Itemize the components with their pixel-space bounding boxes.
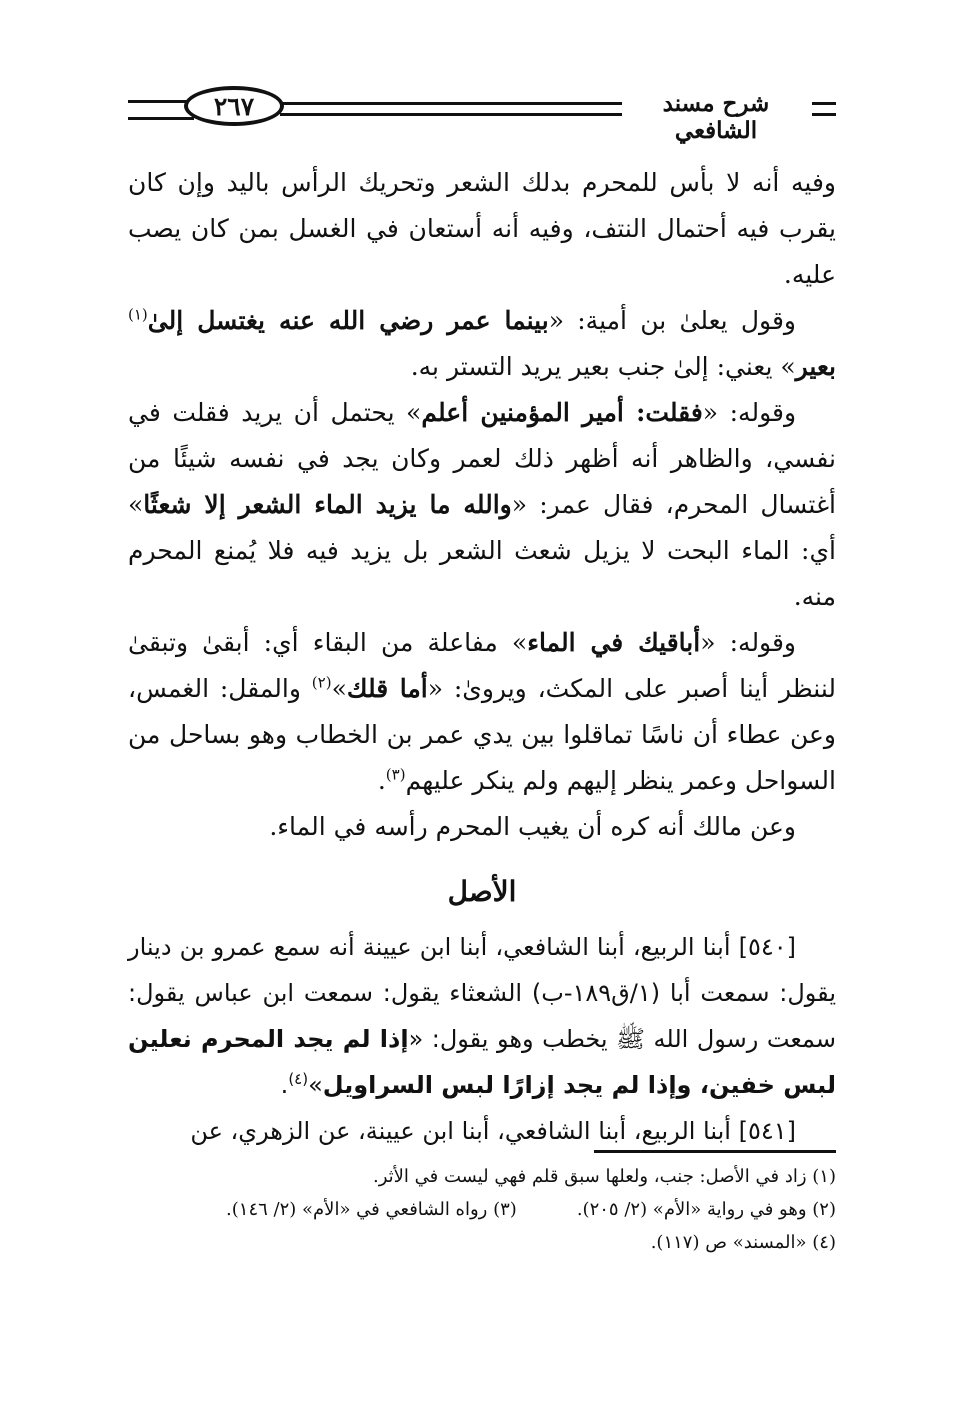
paragraph-3 — [128, 390, 836, 620]
text-run: وقوله: « — [700, 628, 796, 657]
quoted-narration-end: بعير — [795, 352, 836, 381]
page-number: ٢٦٧ — [184, 86, 284, 126]
quoted-narration: أما قلك — [346, 674, 428, 703]
footnotes — [128, 1160, 836, 1259]
text-run: وقول يعلىٰ بن أمية: « — [548, 306, 797, 335]
footnote-ref: (٢) — [311, 673, 332, 692]
text-run: » أي: الماء البحت لا يزيل شعث الشعر بل يزيد فيه فلا يُمنع المحرم منه. — [128, 490, 836, 611]
paragraph-1: وفيه أنه لا بأس للمحرم بدلك الشعر وتحريك الرأس باليد وإن كان يقرب فيه أحتمال النتف، وفيه أنه أستعان في الغسل بمن كان يصب عليه. — [128, 168, 836, 289]
header-rule-right — [812, 102, 836, 116]
hadith-540 — [128, 924, 836, 1108]
footnote-ref: (١) — [128, 305, 148, 324]
paragraph-2 — [128, 298, 836, 390]
text-run: » يعني: إلىٰ جنب بعير يريد التستر به. — [410, 352, 796, 381]
main-text — [128, 160, 836, 1154]
text-run: » — [331, 674, 347, 703]
hadith-541: [٥٤١] أبنا الربيع، أبنا الشافعي، أبنا ابن عيينة، عن الزهري، عن — [190, 1117, 796, 1145]
text-run: [٥٤٠] أبنا الربيع، أبنا الشافعي، أبنا ابن عيينة أنه سمع عمرو بن دينار يقول: سمعت أبا (١/ق١٨٩-ب) الشعثاء يقول: سمعت ابن عباس يقول: سمعت رسول الله ﷺ يخطب وهو يقول: « — [128, 933, 837, 1053]
text-run: » يحتمل أن يريد فقلت في نفسي، والظاهر أنه أظهر ذلك لعمر وكان يجد في نفسه شيئًا من أغتسال المحرم، فقال عمر: « — [128, 398, 836, 519]
paragraph-5: وعن مالك أنه كره أن يغيب المحرم رأسه في الماء. — [269, 812, 796, 841]
paragraph-4 — [128, 620, 836, 804]
footnote-ref: (٤) — [288, 1070, 309, 1088]
quoted-narration: والله ما يزيد الماء الشعر إلا شعثًا — [143, 490, 512, 519]
header-rule-middle — [280, 102, 622, 116]
text-run: » مفاعلة من البقاء أي: أبقىٰ وتبقىٰ لننظر أينا أصبر على المكث، ويروىٰ: « — [128, 628, 836, 703]
text-run: . — [280, 1071, 289, 1099]
text-run: . — [377, 766, 386, 795]
text-run: » — [308, 1071, 323, 1099]
quoted-narration: أباقيك في الماء — [527, 628, 701, 657]
footnote-ref: (٣) — [385, 765, 406, 784]
page-header — [128, 78, 836, 144]
hadith-matn: إذا لم يجد المحرم نعلين لبس خفين، وإذا لم يجد إزارًا لبس السراويل — [128, 1025, 836, 1099]
text-run: وقوله: « — [702, 398, 797, 427]
footnote-4: (٤) «المسند» ص (١١٧). — [650, 1232, 836, 1253]
footnote-row — [128, 1193, 836, 1226]
quoted-narration: بينما عمر رضي الله عنه يغتسل إلىٰ — [147, 306, 549, 335]
quoted-narration: فقلت: أمير المؤمنين أعلم — [421, 398, 703, 427]
section-heading: الأصل — [447, 875, 517, 908]
running-title: شرح مسند الشافعي — [662, 90, 770, 144]
footnote-3: (٣) رواه الشافعي في «الأم» (٢/ ١٤٦). — [226, 1199, 517, 1220]
footnote-1: (١) زاد في الأصل: جنب، ولعلها سبق قلم فهي ليست في الأثر. — [372, 1166, 836, 1187]
footnote-separator — [594, 1150, 836, 1153]
footnote-2: (٢) وهو في رواية «الأم» (٢/ ٢٠٥). — [576, 1199, 836, 1220]
text-run: والمقل: الغمس، وعن عطاء أن ناسًا تماقلوا بين يدي عمر بن الخطاب وهو بساحل من السواحل وعمر ينظر إليهم ولم ينكر عليهم — [128, 674, 836, 795]
